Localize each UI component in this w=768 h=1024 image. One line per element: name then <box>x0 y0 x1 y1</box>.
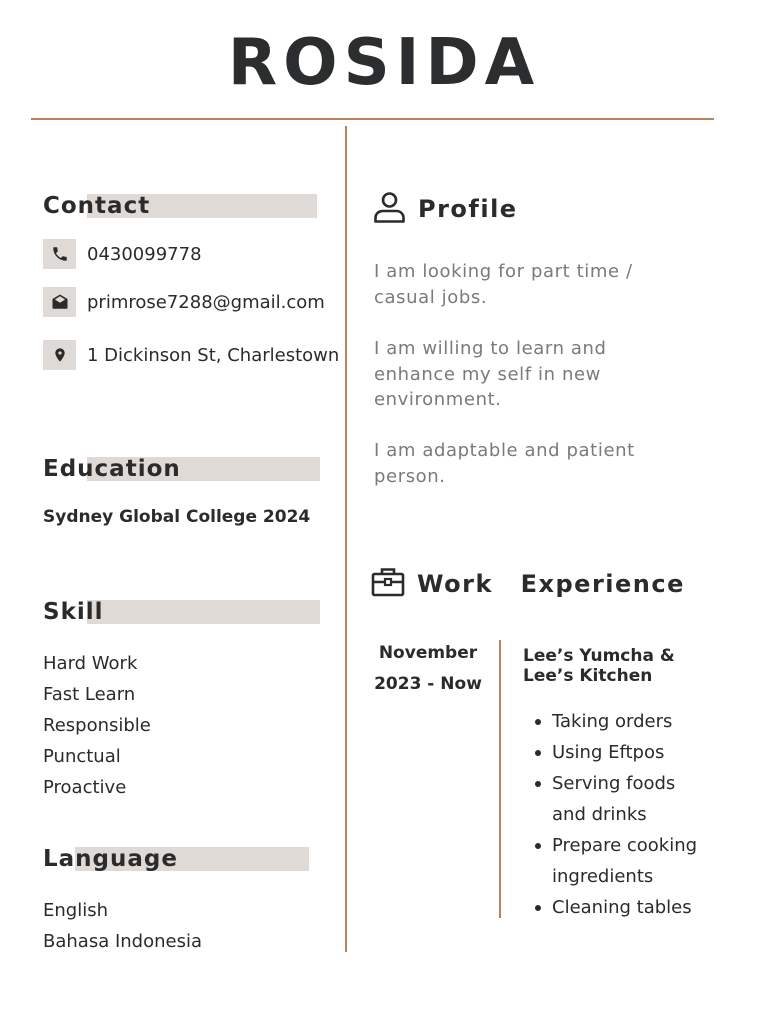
list-item: Proactive <box>43 777 127 798</box>
language-heading-text: Language <box>43 846 178 872</box>
skill-heading-text: Skill <box>43 599 104 625</box>
work-divider <box>499 640 501 918</box>
list-item: Fast Learn <box>43 684 136 705</box>
work-date-line1: November <box>378 643 478 663</box>
work-heading <box>371 566 685 601</box>
skill-heading <box>43 600 104 626</box>
work-company-line1: Lee’s Yumcha & <box>523 646 675 666</box>
list-item: English <box>43 900 108 921</box>
list-item: Bahasa Indonesia <box>43 931 202 952</box>
resume-name: ROSIDA <box>227 26 541 100</box>
contact-heading <box>43 194 150 220</box>
language-list <box>43 895 202 957</box>
list-item: Taking orders <box>552 706 752 737</box>
profile-paragraph: I am adaptable and patient person. <box>374 440 635 487</box>
education-heading-text: Education <box>43 456 181 482</box>
list-item: Serving foods and drinks <box>552 768 702 830</box>
language-heading <box>43 847 178 873</box>
work-company <box>523 646 723 686</box>
contact-address: 1 Dickinson St, Charlestown <box>87 344 340 366</box>
contact-phone-row <box>43 239 202 269</box>
work-heading-text: Work Experience <box>417 569 685 598</box>
list-item: Punctual <box>43 746 121 767</box>
education-entry: Sydney Global College 2024 <box>43 507 311 527</box>
user-icon <box>373 191 406 227</box>
skill-heading-bar <box>87 600 320 624</box>
education-heading <box>43 457 181 483</box>
envelope-icon <box>43 287 76 317</box>
phone-icon <box>43 239 76 269</box>
map-pin-icon <box>43 340 76 370</box>
contact-email-row <box>43 287 325 317</box>
list-item: Hard Work <box>43 653 138 674</box>
skill-list <box>43 648 151 803</box>
contact-email: primrose7288@gmail.com <box>87 291 325 313</box>
briefcase-icon <box>371 566 405 601</box>
list-item: Responsible <box>43 715 151 736</box>
list-item: Prepare cooking ingredients <box>552 830 727 892</box>
work-company-line2: Lee’s Kitchen <box>523 666 653 686</box>
list-item: Using Eftpos <box>552 737 752 768</box>
profile-paragraph: I am looking for part time / casual jobs. <box>374 261 633 308</box>
work-date-line2: 2023 - Now <box>374 674 482 694</box>
profile-heading <box>373 191 518 227</box>
contact-phone: 0430099778 <box>87 243 202 265</box>
work-date <box>370 638 486 700</box>
header-divider <box>31 118 714 120</box>
list-item: Cleaning tables <box>552 892 752 923</box>
contact-address-row <box>43 340 339 370</box>
profile-heading-text: Profile <box>418 195 518 223</box>
profile-paragraph: I am willing to learn and enhance my self in new environment. <box>374 338 607 410</box>
contact-heading-text: Contact <box>43 193 151 219</box>
column-divider <box>345 126 347 952</box>
work-duties-list <box>552 706 752 923</box>
